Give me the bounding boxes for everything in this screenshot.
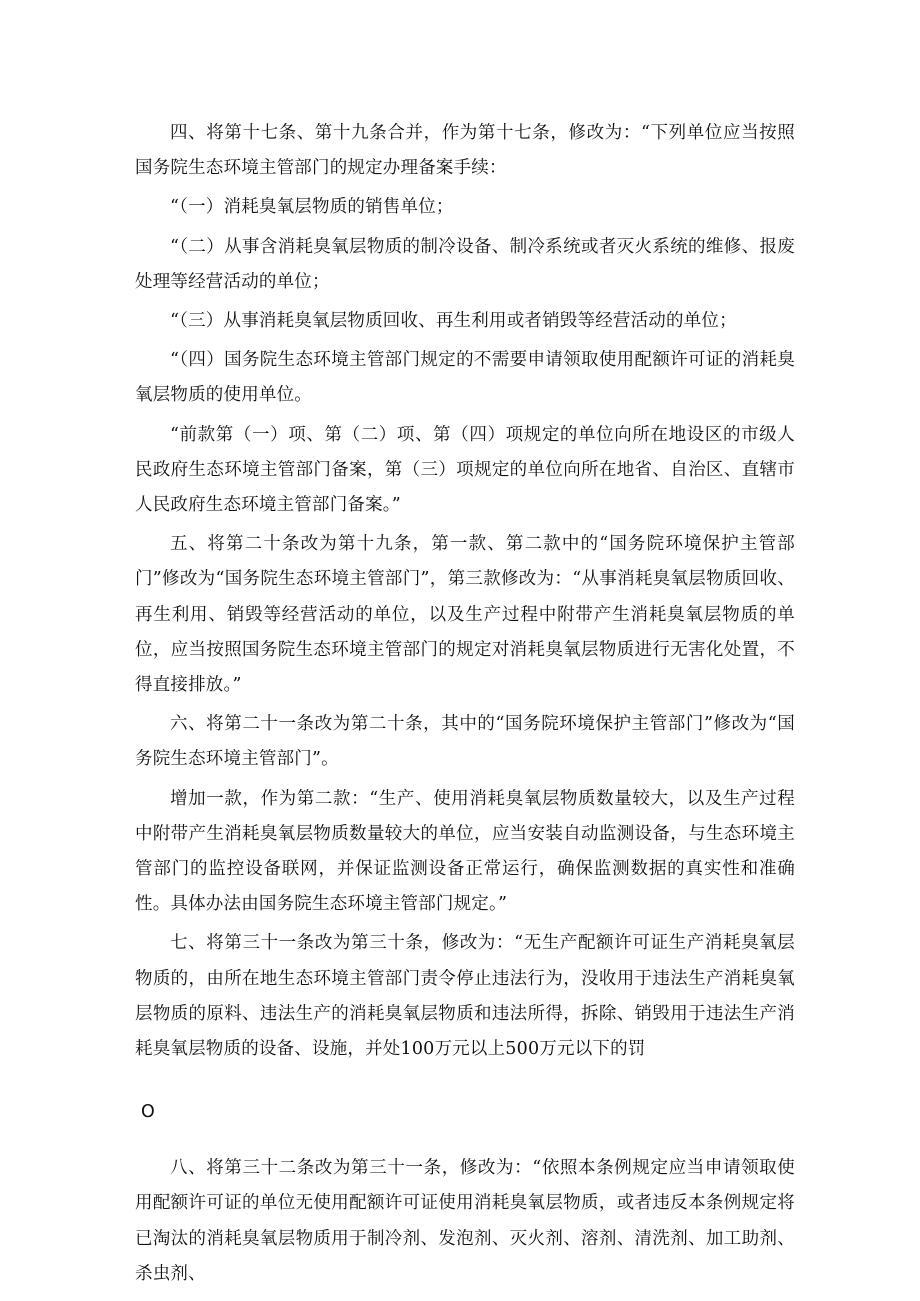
paragraph-item-4: “（四）国务院生态环境主管部门规定的不需要申请领取使用配额许可证的消耗臭氧层物质的使用单位。 — [135, 350, 795, 406]
document-body — [135, 116, 795, 1292]
stray-character: O — [141, 1102, 155, 1123]
paragraph-item-3: “（三）从事消耗臭氧层物质回收、再生利用或者销毁等经营活动的单位； — [170, 311, 737, 332]
paragraph-article-8: 八、将第三十二条改为第三十一条，修改为：“依照本条例规定应当申请领取使用配额许可证的单位无使用配额许可证使用消耗臭氧层物质，或者违反本条例规定将已淘汰的消耗臭氧层物质用于制冷剂、发泡剂、灭火剂、溶剂、清洗剂、加工助剂、杀虫剂、 — [135, 1158, 795, 1284]
paragraph-added-clause: 增加一款，作为第二款：“生产、使用消耗臭氧层物质数量较大，以及生产过程中附带产生消耗臭氧层物质数量较大的单位，应当安装自动监测设备，与生态环境主管部门的监控设备联网，并保证监测设备正常运行，确保监测数据的真实性和准确性。具体办法由国务院生态环境主管部门规定。” — [135, 788, 795, 915]
paragraph-item-2: “（二）从事含消耗臭氧层物质的制冷设备、制冷系统或者灭火系统的维修、报废处理等经营活动的单位； — [135, 236, 795, 292]
paragraph-article-6: 六、将第二十一条改为第二十条，其中的“国务院环境保护主管部门”修改为“国务院生态环境主管部门”。 — [135, 714, 795, 770]
paragraph-article-5: 五、将第二十条改为第十九条，第一款、第二款中的“国务院环境保护主管部门”修改为“国务院生态环境主管部门”，第三款修改为：“从事消耗臭氧层物质回收、再生利用、销毁等经营活动的单位，以及生产过程中附带产生消耗臭氧层物质的单位，应当按照国务院生态环境主管部门的规定对消耗臭氧层物质进行无害化处置，不得直接排放。” — [135, 534, 795, 696]
paragraph-item-1: “（一）消耗臭氧层物质的销售单位； — [170, 197, 454, 218]
paragraph-article-4: 四、将第十七条、第十九条合并，作为第十七条，修改为：“下列单位应当按照国务院生态环境主管部门的规定办理备案手续： — [135, 123, 795, 179]
paragraph-filing-rule: “前款第（一）项、第（二）项、第（四）项规定的单位向所在地设区的市级人民政府生态环境主管部门备案，第（三）项规定的单位向所在地省、自治区、直辖市人民政府生态环境主管部门备案。” — [135, 424, 795, 516]
paragraph-article-7: 七、将第三十一条改为第三十条，修改为：“无生产配额许可证生产消耗臭氧层物质的，由所在地生态环境主管部门责令停止违法行为，没收用于违法生产消耗臭氧层物质的原料、违法生产的消耗臭氧层物质和违法所得，拆除、销毁用于违法生产消耗臭氧层物质的设备、设施，并处100万元以上500万元以下的罚 — [135, 933, 795, 1060]
